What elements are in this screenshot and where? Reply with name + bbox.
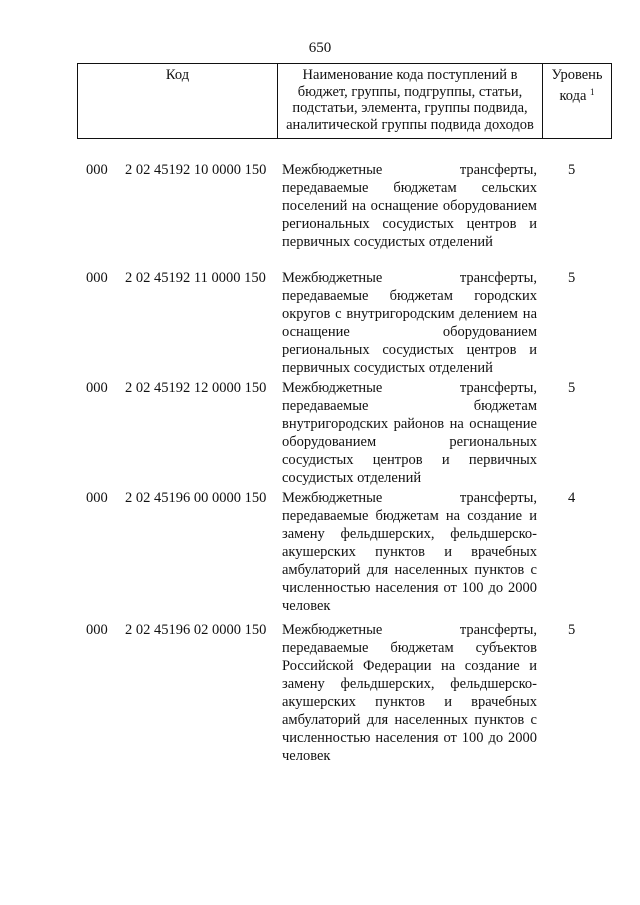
header-name-line: аналитической группы подвида доходов [286,116,534,133]
header-name-line: подстатьи, элемента, группы подвида, [292,100,528,116]
header-code-label: Код [165,67,190,83]
code-description: Межбюджетные трансферты, передаваемые бюджетам на создание и замену фельдшерских, фельдшерско-акушерских пунктов и врачебных амбулаторий для населенных пунктов с численностью населения от 100 до 2000 человек [282,490,537,614]
revenue-code: 2 02 45192 12 0000 150 [125,380,267,396]
code-level: 4 [568,490,576,506]
header-level-column [543,64,611,138]
header-name-column [278,64,543,138]
header-level-label-line2 [543,84,611,105]
header-level-word: кода [559,87,587,104]
header-code-column [78,64,278,138]
header-level-label: Уровень [551,67,603,83]
header-name-line: Наименование кода поступлений в [302,67,518,83]
code-level: 5 [568,380,576,396]
code-description: Межбюджетные трансферты, передаваемые бюджетам субъектов Российской Федерации на создание и замену фельдшерских, фельдшерско-акушерских пунктов и врачебных амбулаторий для населенных пунктов с численностью населения от 100 до 2000 человек [282,622,537,764]
code-description: Межбюджетные трансферты, передаваемые бюджетам городских округов с внутригородским делением на оснащение оборудованием региональных сосудистых центров и первичных сосудистых отделений [282,270,537,376]
revenue-code: 2 02 45192 11 0000 150 [125,270,266,286]
revenue-code: 2 02 45192 10 0000 150 [125,162,267,178]
code-level: 5 [568,162,576,178]
revenue-code: 2 02 45196 00 0000 150 [125,490,267,506]
revenue-code: 2 02 45196 02 0000 150 [125,622,267,638]
code-level: 5 [568,270,576,286]
code-level: 5 [568,622,576,638]
admin-code: 000 [86,490,108,506]
admin-code: 000 [86,270,108,286]
code-description: Межбюджетные трансферты, передаваемые бюджетам сельских поселений на оснащение оборудованием региональных сосудистых центров и первичных сосудистых отделений [282,162,537,250]
admin-code: 000 [86,380,108,396]
admin-code: 000 [86,162,108,178]
table-header [77,63,612,139]
admin-code: 000 [86,622,108,638]
page-number: 650 [308,40,332,56]
header-name-line: бюджет, группы, подгруппы, статьи, [297,83,523,100]
footnote-marker: 1 [590,86,595,97]
code-description: Межбюджетные трансферты, передаваемые бюджетам внутригородских районов на оснащение оборудованием региональных сосудистых центров и первичных сосудистых отделений [282,380,537,486]
